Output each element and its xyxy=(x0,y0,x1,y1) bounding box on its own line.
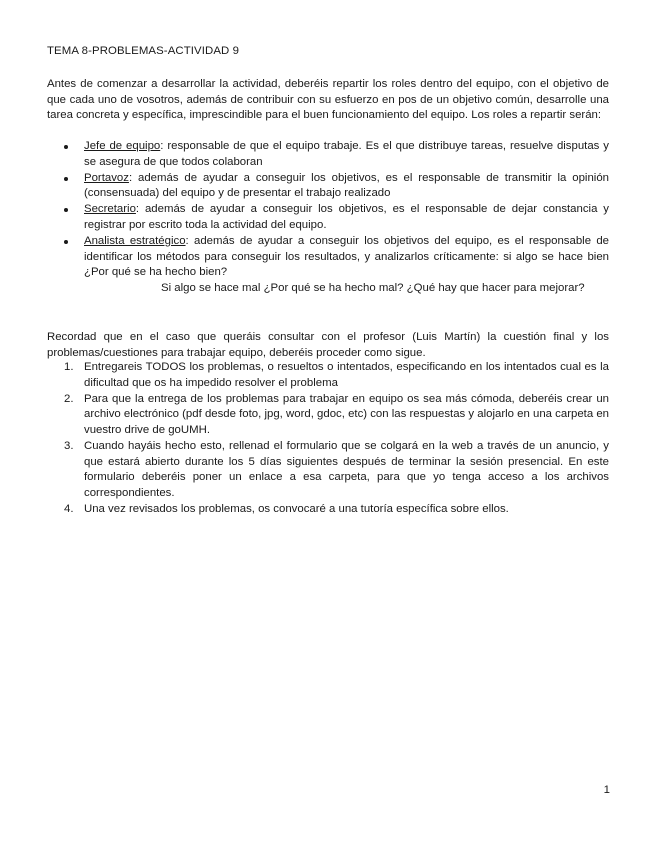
role-name: Analista estratégico xyxy=(84,235,186,248)
role-description: : además de ayudar a conseguir los objetivos, es el responsable de transmitir la opinión (consensuada) del equipo y de presentar el trabajo realizado xyxy=(84,171,609,200)
intro-paragraph: Antes de comenzar a desarrollar la actividad, deberéis repartir los roles dentro del equipo, con el objetivo de que cada uno de vosotros, además de contribuir con su esfuerzo en pos de un objetivo común, desarrolle una tarea concreta y específica, imprescindible para el buen funcionamiento del equipo. Los roles a repartir serán: xyxy=(47,78,609,122)
role-description: : responsable de que el equipo trabaje. Es el que distribuye tareas, resuelve disputas y se asegura de que todos colaboran xyxy=(84,140,609,168)
role-item-secretario xyxy=(47,202,609,233)
role-name: Jefe de equipo xyxy=(84,140,161,152)
step-item xyxy=(47,502,609,518)
document-title: TEMA 8-PROBLEMAS-ACTIVIDAD 9 xyxy=(47,45,240,57)
step-item xyxy=(47,392,609,439)
steps-list xyxy=(47,360,609,518)
role-item-jefe xyxy=(47,139,609,170)
page-number: 1 xyxy=(603,784,610,796)
step-number: 2. xyxy=(64,392,74,405)
step-text: Para que la entrega de los problemas para trabajar en equipo os sea más cómoda, deberéis crear un archivo electrónico (pdf desde foto, jpg, word, gdoc, etc) con las respuestas y alojarlo en una carpeta en vuestro drive de goUMH. xyxy=(84,392,609,436)
step-number: 4. xyxy=(64,502,74,515)
role-item-analista xyxy=(47,234,609,297)
step-item xyxy=(47,360,609,391)
role-description: : además de ayudar a conseguir los objetivos, es el responsable de dejar constancia y registrar por escrito toda la actividad del equipo. xyxy=(84,203,609,231)
roles-list xyxy=(47,139,609,297)
role-followup-question: Si algo se hace mal ¿Por qué se ha hecho mal? ¿Qué hay que hacer para mejorar? xyxy=(161,282,585,295)
role-item-portavoz xyxy=(47,171,609,202)
role-description: : además de ayudar a conseguir los objetivos del equipo, es el responsable de identificar los métodos para conseguir los resultados, y analizarlos críticamente: si algo se hace bien ¿Por qué se ha hecho bien? xyxy=(84,235,609,279)
step-item xyxy=(47,439,609,501)
step-number: 1. xyxy=(64,361,74,373)
step-text: Entregareis TODOS los problemas, o resueltos o intentados, especificando en los intentados cual es la dificultad que os ha impedido resolver el problema xyxy=(84,361,609,389)
step-text: Una vez revisados los problemas, os convocaré a una tutoría específica sobre ellos. xyxy=(84,502,509,515)
step-text: Cuando hayáis hecho esto, rellenad el formulario que se colgará en la web a través de un anuncio, y que estará abierto durante los 5 días siguientes después de terminar la sesión presencial. En este formulario deberéis poner un enlace a esa carpeta, para que yo tenga acceso a los archivos correspondientes. xyxy=(84,439,609,499)
role-name: Portavoz xyxy=(84,171,129,184)
step-number: 3. xyxy=(64,439,74,452)
role-name: Secretario xyxy=(84,203,136,216)
second-paragraph: Recordad que en el caso que queráis consultar con el profesor (Luis Martín) la cuestión final y los problemas/cuestiones para trabajar equipo, deberéis proceder como sigue. xyxy=(47,331,609,359)
